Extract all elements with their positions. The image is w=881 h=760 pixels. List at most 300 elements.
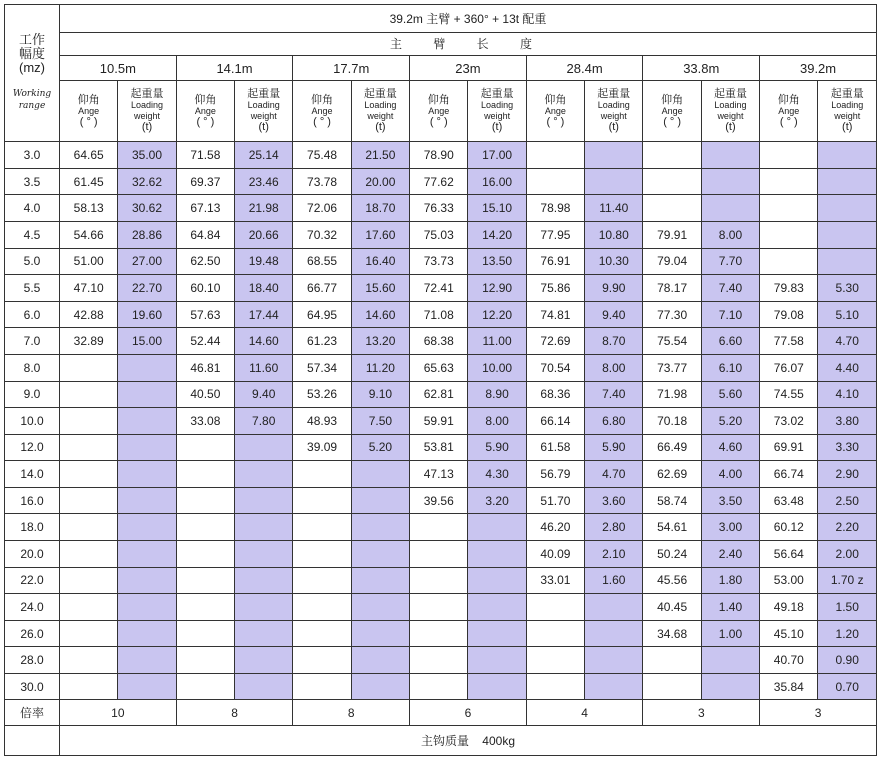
working-range-cell: 6.0 xyxy=(5,301,60,328)
working-range-cell: 28.0 xyxy=(5,647,60,674)
angle-cell xyxy=(176,620,234,647)
angle-cell xyxy=(643,168,701,195)
angle-column-header: 仰角 Ange ( ° ) xyxy=(410,81,468,142)
angle-cell: 48.93 xyxy=(293,408,351,435)
table-title: 39.2m 主臂 + 360° + 13t 配重 xyxy=(60,5,877,33)
angle-cell xyxy=(760,222,818,249)
load-cell: 32.62 xyxy=(118,168,176,195)
boom-length-header: 14.1m xyxy=(176,55,293,80)
angle-cell xyxy=(643,647,701,674)
load-cell: 8.90 xyxy=(468,381,526,408)
angle-cell: 78.90 xyxy=(410,142,468,169)
angle-cell: 78.17 xyxy=(643,275,701,302)
table-row xyxy=(5,381,877,408)
angle-cell: 66.49 xyxy=(643,434,701,461)
load-cell: 0.70 xyxy=(818,673,877,700)
angle-cell: 68.36 xyxy=(526,381,584,408)
load-cell xyxy=(235,647,293,674)
table-row xyxy=(5,301,877,328)
hook-mass-note: 主钩质量 400kg xyxy=(60,725,877,755)
load-cell: 1.70 z xyxy=(818,567,877,594)
load-cell: 11.40 xyxy=(585,195,643,222)
angle-cell: 58.13 xyxy=(60,195,118,222)
working-range-cell: 24.0 xyxy=(5,594,60,621)
angle-cell: 47.13 xyxy=(410,461,468,488)
load-cell: 5.90 xyxy=(585,434,643,461)
load-cell: 3.30 xyxy=(818,434,877,461)
angle-cell: 40.70 xyxy=(760,647,818,674)
boom-length-header: 33.8m xyxy=(643,55,760,80)
boom-length-header: 39.2m xyxy=(760,55,877,80)
load-cell: 7.40 xyxy=(701,275,759,302)
load-cell: 21.98 xyxy=(235,195,293,222)
load-cell: 8.00 xyxy=(585,354,643,381)
angle-column-header: 仰角 Ange ( ° ) xyxy=(643,81,701,142)
angle-cell: 61.45 xyxy=(60,168,118,195)
angle-cell: 53.26 xyxy=(293,381,351,408)
angle-cell xyxy=(526,673,584,700)
load-cell: 11.20 xyxy=(351,354,409,381)
working-range-cell: 5.5 xyxy=(5,275,60,302)
table-row xyxy=(5,461,877,488)
load-cell xyxy=(585,168,643,195)
load-cell: 9.10 xyxy=(351,381,409,408)
load-cell: 3.60 xyxy=(585,487,643,514)
angle-cell xyxy=(60,487,118,514)
angle-cell: 66.77 xyxy=(293,275,351,302)
angle-cell xyxy=(293,487,351,514)
working-range-cell: 10.0 xyxy=(5,408,60,435)
angle-cell: 50.24 xyxy=(643,540,701,567)
angle-cell: 49.18 xyxy=(760,594,818,621)
angle-cell xyxy=(760,142,818,169)
angle-column-header: 仰角 Ange ( ° ) xyxy=(760,81,818,142)
working-range-cell: 4.5 xyxy=(5,222,60,249)
angle-cell: 62.50 xyxy=(176,248,234,275)
load-cell xyxy=(468,673,526,700)
load-cell: 19.60 xyxy=(118,301,176,328)
load-cell: 9.40 xyxy=(235,381,293,408)
table-row xyxy=(5,647,877,674)
load-cell: 12.90 xyxy=(468,275,526,302)
load-cell xyxy=(701,673,759,700)
angle-cell: 64.84 xyxy=(176,222,234,249)
table-row xyxy=(5,408,877,435)
angle-column-header: 仰角 Ange ( ° ) xyxy=(176,81,234,142)
angle-cell xyxy=(410,620,468,647)
angle-cell: 72.41 xyxy=(410,275,468,302)
load-cell xyxy=(118,620,176,647)
load-cell: 10.80 xyxy=(585,222,643,249)
load-cell xyxy=(235,461,293,488)
load-cell: 8.00 xyxy=(701,222,759,249)
load-cell xyxy=(351,540,409,567)
angle-cell: 75.03 xyxy=(410,222,468,249)
load-cell: 1.50 xyxy=(818,594,877,621)
load-cell: 1.40 xyxy=(701,594,759,621)
load-cell: 20.66 xyxy=(235,222,293,249)
angle-cell: 51.70 xyxy=(526,487,584,514)
load-cell xyxy=(818,195,877,222)
load-cell xyxy=(468,514,526,541)
angle-cell: 33.01 xyxy=(526,567,584,594)
angle-cell: 61.23 xyxy=(293,328,351,355)
angle-cell: 62.81 xyxy=(410,381,468,408)
load-column-header: 起重量 Loading weight (t) xyxy=(818,81,877,142)
angle-cell: 74.55 xyxy=(760,381,818,408)
working-range-cell: 14.0 xyxy=(5,461,60,488)
angle-cell: 71.08 xyxy=(410,301,468,328)
load-column-header: 起重量 Loading weight (t) xyxy=(468,81,526,142)
angle-cell: 71.58 xyxy=(176,142,234,169)
load-cell: 9.90 xyxy=(585,275,643,302)
load-cell xyxy=(118,354,176,381)
working-range-cell: 30.0 xyxy=(5,673,60,700)
angle-cell: 79.83 xyxy=(760,275,818,302)
angle-cell xyxy=(60,620,118,647)
load-cell xyxy=(351,514,409,541)
load-cell: 13.50 xyxy=(468,248,526,275)
angle-cell xyxy=(176,673,234,700)
load-cell: 14.60 xyxy=(235,328,293,355)
angle-cell xyxy=(60,594,118,621)
boom-length-header: 17.7m xyxy=(293,55,410,80)
angle-cell: 77.95 xyxy=(526,222,584,249)
table-row xyxy=(5,195,877,222)
load-cell xyxy=(818,168,877,195)
angle-cell: 69.37 xyxy=(176,168,234,195)
angle-cell: 64.65 xyxy=(60,142,118,169)
angle-cell: 77.58 xyxy=(760,328,818,355)
angle-cell: 53.00 xyxy=(760,567,818,594)
angle-cell xyxy=(293,673,351,700)
multiplier-value: 4 xyxy=(526,700,643,725)
load-cell xyxy=(235,540,293,567)
angle-cell: 45.10 xyxy=(760,620,818,647)
angle-cell: 56.79 xyxy=(526,461,584,488)
angle-cell: 79.04 xyxy=(643,248,701,275)
angle-cell xyxy=(176,514,234,541)
multiplier-value: 8 xyxy=(293,700,410,725)
load-cell: 9.40 xyxy=(585,301,643,328)
load-cell: 4.00 xyxy=(701,461,759,488)
angle-cell xyxy=(526,620,584,647)
load-column-header: 起重量 Loading weight (t) xyxy=(585,81,643,142)
load-cell xyxy=(118,408,176,435)
working-range-cell: 20.0 xyxy=(5,540,60,567)
load-cell: 6.80 xyxy=(585,408,643,435)
angle-cell xyxy=(60,540,118,567)
working-range-cell: 22.0 xyxy=(5,567,60,594)
angle-cell xyxy=(410,594,468,621)
angle-cell: 59.91 xyxy=(410,408,468,435)
working-range-cell: 8.0 xyxy=(5,354,60,381)
load-cell: 8.00 xyxy=(468,408,526,435)
angle-cell: 42.88 xyxy=(60,301,118,328)
load-cell xyxy=(351,647,409,674)
table-row xyxy=(5,514,877,541)
load-cell: 17.44 xyxy=(235,301,293,328)
angle-cell xyxy=(293,647,351,674)
load-column-header: 起重量 Loading weight (t) xyxy=(235,81,293,142)
load-cell xyxy=(235,514,293,541)
boom-length-header: 28.4m xyxy=(526,55,643,80)
angle-cell: 69.91 xyxy=(760,434,818,461)
load-cell xyxy=(351,487,409,514)
angle-cell: 72.69 xyxy=(526,328,584,355)
load-cell: 35.00 xyxy=(118,142,176,169)
load-cell: 14.20 xyxy=(468,222,526,249)
load-chart-table xyxy=(4,4,877,756)
angle-cell: 68.38 xyxy=(410,328,468,355)
load-cell: 7.80 xyxy=(235,408,293,435)
angle-cell: 34.68 xyxy=(643,620,701,647)
load-column-header: 起重量 Loading weight (t) xyxy=(351,81,409,142)
load-cell: 1.80 xyxy=(701,567,759,594)
working-range-cell: 7.0 xyxy=(5,328,60,355)
load-cell: 2.40 xyxy=(701,540,759,567)
angle-cell xyxy=(643,195,701,222)
angle-cell: 56.64 xyxy=(760,540,818,567)
load-cell: 3.80 xyxy=(818,408,877,435)
load-cell xyxy=(818,248,877,275)
working-range-cell: 12.0 xyxy=(5,434,60,461)
load-cell xyxy=(468,620,526,647)
load-cell xyxy=(118,461,176,488)
angle-cell xyxy=(760,195,818,222)
load-cell: 19.48 xyxy=(235,248,293,275)
angle-cell: 75.48 xyxy=(293,142,351,169)
angle-cell: 47.10 xyxy=(60,275,118,302)
angle-cell xyxy=(176,647,234,674)
angle-cell xyxy=(60,514,118,541)
angle-cell xyxy=(60,461,118,488)
table-row xyxy=(5,222,877,249)
load-cell: 13.20 xyxy=(351,328,409,355)
load-cell xyxy=(351,620,409,647)
load-cell: 18.70 xyxy=(351,195,409,222)
angle-cell: 39.56 xyxy=(410,487,468,514)
boom-length-header: 23m xyxy=(410,55,527,80)
angle-cell xyxy=(643,142,701,169)
load-cell: 22.70 xyxy=(118,275,176,302)
angle-cell xyxy=(60,434,118,461)
load-cell: 5.20 xyxy=(701,408,759,435)
angle-cell: 73.02 xyxy=(760,408,818,435)
angle-cell: 57.34 xyxy=(293,354,351,381)
load-cell xyxy=(118,540,176,567)
angle-cell: 70.18 xyxy=(643,408,701,435)
table-row xyxy=(5,540,877,567)
footer-blank-cell xyxy=(5,725,60,755)
load-cell xyxy=(701,647,759,674)
working-range-cell: 16.0 xyxy=(5,487,60,514)
angle-cell xyxy=(643,673,701,700)
angle-cell: 45.56 xyxy=(643,567,701,594)
angle-cell: 57.63 xyxy=(176,301,234,328)
angle-cell: 75.86 xyxy=(526,275,584,302)
angle-cell xyxy=(60,673,118,700)
table-row xyxy=(5,594,877,621)
angle-cell: 76.33 xyxy=(410,195,468,222)
angle-cell xyxy=(410,647,468,674)
load-cell: 27.00 xyxy=(118,248,176,275)
load-cell: 6.10 xyxy=(701,354,759,381)
load-cell xyxy=(701,168,759,195)
angle-cell: 58.74 xyxy=(643,487,701,514)
angle-cell: 77.30 xyxy=(643,301,701,328)
angle-cell: 79.08 xyxy=(760,301,818,328)
angle-cell: 46.20 xyxy=(526,514,584,541)
load-cell xyxy=(118,647,176,674)
angle-cell: 73.77 xyxy=(643,354,701,381)
angle-cell: 53.81 xyxy=(410,434,468,461)
angle-cell: 40.45 xyxy=(643,594,701,621)
angle-cell xyxy=(176,487,234,514)
table-row xyxy=(5,567,877,594)
load-cell: 4.30 xyxy=(468,461,526,488)
load-cell xyxy=(235,620,293,647)
load-cell: 4.10 xyxy=(818,381,877,408)
table-row xyxy=(5,142,877,169)
load-cell xyxy=(585,620,643,647)
table-row xyxy=(5,168,877,195)
angle-cell xyxy=(526,168,584,195)
angle-cell: 33.08 xyxy=(176,408,234,435)
load-cell: 16.00 xyxy=(468,168,526,195)
angle-cell xyxy=(293,567,351,594)
load-cell: 30.62 xyxy=(118,195,176,222)
load-cell xyxy=(351,567,409,594)
load-cell: 23.46 xyxy=(235,168,293,195)
load-cell: 4.70 xyxy=(585,461,643,488)
load-cell xyxy=(585,142,643,169)
angle-cell xyxy=(60,381,118,408)
angle-cell: 79.91 xyxy=(643,222,701,249)
angle-cell xyxy=(293,540,351,567)
load-cell xyxy=(235,673,293,700)
load-cell xyxy=(468,567,526,594)
load-cell: 11.60 xyxy=(235,354,293,381)
angle-cell: 62.69 xyxy=(643,461,701,488)
load-cell xyxy=(701,142,759,169)
load-cell: 15.60 xyxy=(351,275,409,302)
load-cell: 17.00 xyxy=(468,142,526,169)
multiplier-value: 3 xyxy=(760,700,877,725)
angle-cell: 76.91 xyxy=(526,248,584,275)
load-cell xyxy=(351,594,409,621)
load-cell: 7.70 xyxy=(701,248,759,275)
load-cell: 4.60 xyxy=(701,434,759,461)
angle-column-header: 仰角 Ange ( ° ) xyxy=(60,81,118,142)
load-cell xyxy=(585,673,643,700)
load-cell: 5.20 xyxy=(351,434,409,461)
load-cell: 5.90 xyxy=(468,434,526,461)
load-cell: 1.20 xyxy=(818,620,877,647)
load-cell xyxy=(235,487,293,514)
load-cell: 16.40 xyxy=(351,248,409,275)
load-cell xyxy=(468,540,526,567)
angle-cell: 78.98 xyxy=(526,195,584,222)
angle-cell: 70.32 xyxy=(293,222,351,249)
angle-cell xyxy=(176,434,234,461)
angle-cell: 67.13 xyxy=(176,195,234,222)
angle-cell xyxy=(176,594,234,621)
working-range-cell: 26.0 xyxy=(5,620,60,647)
load-cell: 4.70 xyxy=(818,328,877,355)
angle-cell: 52.44 xyxy=(176,328,234,355)
table-row xyxy=(5,487,877,514)
load-column-header: 起重量 Loading weight (t) xyxy=(118,81,176,142)
angle-cell: 70.54 xyxy=(526,354,584,381)
table-row xyxy=(5,328,877,355)
load-cell: 25.14 xyxy=(235,142,293,169)
angle-cell xyxy=(176,567,234,594)
angle-cell xyxy=(760,248,818,275)
multiplier-value: 6 xyxy=(410,700,527,725)
angle-cell: 60.12 xyxy=(760,514,818,541)
angle-cell: 71.98 xyxy=(643,381,701,408)
working-range-cell: 3.0 xyxy=(5,142,60,169)
load-cell: 2.90 xyxy=(818,461,877,488)
load-cell xyxy=(818,222,877,249)
angle-column-header: 仰角 Ange ( ° ) xyxy=(526,81,584,142)
load-cell: 28.86 xyxy=(118,222,176,249)
table-row xyxy=(5,275,877,302)
angle-cell: 74.81 xyxy=(526,301,584,328)
multiplier-label: 倍率 xyxy=(5,700,60,725)
load-cell xyxy=(235,567,293,594)
angle-cell: 40.09 xyxy=(526,540,584,567)
angle-cell: 51.00 xyxy=(60,248,118,275)
load-cell xyxy=(118,673,176,700)
multiplier-value: 3 xyxy=(643,700,760,725)
angle-cell xyxy=(60,647,118,674)
table-row xyxy=(5,434,877,461)
angle-cell xyxy=(410,540,468,567)
angle-cell: 72.06 xyxy=(293,195,351,222)
angle-cell xyxy=(410,567,468,594)
table-row xyxy=(5,620,877,647)
angle-cell xyxy=(176,461,234,488)
load-cell: 1.00 xyxy=(701,620,759,647)
load-cell: 3.50 xyxy=(701,487,759,514)
load-cell: 12.20 xyxy=(468,301,526,328)
load-cell xyxy=(585,647,643,674)
load-cell: 2.00 xyxy=(818,540,877,567)
angle-cell xyxy=(293,461,351,488)
load-cell: 10.00 xyxy=(468,354,526,381)
working-range-cell: 5.0 xyxy=(5,248,60,275)
load-cell xyxy=(585,594,643,621)
angle-cell: 35.84 xyxy=(760,673,818,700)
angle-cell xyxy=(760,168,818,195)
load-cell xyxy=(118,434,176,461)
load-column-header: 起重量 Loading weight (t) xyxy=(701,81,759,142)
load-cell: 21.50 xyxy=(351,142,409,169)
angle-cell xyxy=(176,540,234,567)
multiplier-value: 10 xyxy=(60,700,177,725)
angle-cell: 32.89 xyxy=(60,328,118,355)
working-range-cell: 18.0 xyxy=(5,514,60,541)
load-cell: 0.90 xyxy=(818,647,877,674)
load-cell xyxy=(701,195,759,222)
load-cell: 14.60 xyxy=(351,301,409,328)
load-cell: 15.00 xyxy=(118,328,176,355)
angle-cell xyxy=(410,514,468,541)
angle-cell: 54.61 xyxy=(643,514,701,541)
angle-cell: 68.55 xyxy=(293,248,351,275)
